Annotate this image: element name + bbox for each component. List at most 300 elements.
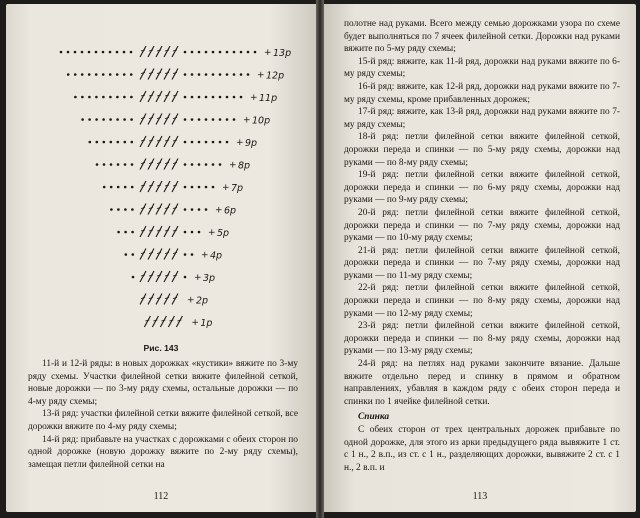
chain-dot: [191, 118, 194, 121]
chain-dot: [205, 73, 208, 76]
chain-dot: [198, 51, 201, 54]
stitch-bar: [173, 230, 177, 231]
stitch-mark: [148, 159, 154, 170]
stitch-bar: [157, 275, 161, 276]
stitch-bar: [149, 275, 153, 276]
stitch-bar: [157, 50, 161, 51]
stitch-bar: [173, 275, 177, 276]
paragraph: 15-й ряд: вяжите, как 11-й ряд, дорожки над руками вяжите по 6-му ряду схемы;: [344, 56, 620, 80]
chain-dot: [116, 118, 119, 121]
chain-dot: [205, 96, 208, 99]
stitch-mark: [140, 159, 146, 170]
stitch-bar: [173, 140, 177, 141]
stitch-bar: [165, 298, 169, 299]
stitch-bar: [157, 230, 161, 231]
chain-dot: [117, 141, 120, 144]
chain-dot: [117, 208, 120, 211]
chain-dot: [117, 186, 120, 189]
chain-dot: [191, 186, 194, 189]
stitch-mark: [140, 46, 146, 57]
chain-dot: [123, 73, 126, 76]
chain-dot: [102, 73, 105, 76]
chain-dot: [109, 118, 112, 121]
stitch-mark: [148, 226, 154, 237]
chain-dot: [130, 73, 133, 76]
stitch-bar: [141, 95, 145, 96]
stitch-bar: [149, 208, 153, 209]
stitch-mark: [148, 249, 154, 260]
paragraph: 11-й и 12-й ряды: в новых дорожках «кустики» вяжите по 3-му ряду схемы. Участки филейной сетки вяжите филейной сеткой, новые дорожки — по 3-му ряду схемы, остальные дорожки — по 4-му ряду схемы;: [28, 359, 298, 407]
chain-dot: [132, 253, 135, 256]
stitch-bar: [149, 163, 153, 164]
row-label: 12р: [266, 70, 285, 82]
stitch-mark: [148, 91, 154, 102]
row-label: 13р: [273, 48, 292, 59]
stitch-bar: [157, 185, 161, 186]
chain-dot: [123, 51, 126, 54]
row-plus: +: [208, 228, 216, 238]
stitch-bar: [165, 253, 169, 254]
chain-dot: [212, 118, 215, 121]
row-plus: +: [215, 205, 223, 216]
chain-dot: [226, 141, 229, 144]
chain-dot: [132, 276, 135, 279]
chain-dot: [205, 186, 208, 189]
stitch-mark: [172, 294, 178, 305]
stitch-mark: [148, 69, 154, 80]
row-plus: +: [187, 295, 195, 306]
chain-dot: [233, 96, 236, 99]
chain-dot: [124, 231, 127, 234]
chain-dot: [110, 208, 113, 211]
stitch-bar: [157, 163, 161, 164]
chain-dot: [124, 208, 127, 211]
chain-dot: [96, 163, 99, 166]
stitch-bar: [145, 320, 149, 321]
chain-dot: [124, 163, 127, 166]
chain-dot: [254, 51, 257, 54]
stitch-bar: [141, 185, 145, 186]
stitch-mark: [156, 271, 162, 282]
row-label: 9р: [245, 138, 258, 149]
chain-dot: [184, 96, 187, 99]
chain-dot: [247, 73, 250, 76]
paragraph: 16-й ряд: вяжите, как 12-й ряд, дорожки над руками вяжите по 7-му ряду схемы, кроме прибавленных дорожек;: [344, 81, 620, 105]
stitch-bar: [141, 298, 145, 299]
stitch-bar: [149, 230, 153, 231]
paragraph: С обеих сторон от трех центральных дорожек прибавьте по одной дорожке, для этого из арки предыдущего ряда вывяжите 1 ст. с 1 н., 2 в.п., из ст. с 1 н., разделяющих дорожки, вывяжите 2 ст. с 1 н., 2 в.п. и: [344, 425, 620, 473]
stitch-mark: [148, 46, 154, 57]
chain-dot: [191, 253, 194, 256]
chain-dot: [102, 96, 105, 99]
chain-dot: [184, 118, 187, 121]
chain-dot: [184, 163, 187, 166]
stitch-bar: [157, 253, 161, 254]
stitch-mark: [148, 271, 154, 282]
chain-dot: [205, 163, 208, 166]
chain-dot: [247, 51, 250, 54]
stitch-mark: [172, 159, 178, 170]
section-heading: Спинка: [358, 412, 390, 423]
row-plus: +: [257, 70, 265, 81]
chain-dot: [131, 141, 134, 144]
chain-dot: [67, 51, 70, 54]
stitch-bar: [165, 140, 169, 141]
chain-dot: [198, 186, 201, 189]
stitch-mark: [144, 316, 150, 327]
stitch-mark: [156, 294, 162, 305]
chain-dot: [184, 186, 187, 189]
chain-dot: [191, 96, 194, 99]
stitch-mark: [172, 204, 178, 215]
chain-dot: [103, 141, 106, 144]
chain-dot: [117, 231, 120, 234]
stitch-bar: [165, 73, 169, 74]
chain-dot: [198, 141, 201, 144]
chain-dot: [130, 118, 133, 121]
chain-dot: [233, 73, 236, 76]
row-plus: +: [229, 160, 237, 171]
stitch-bar: [157, 95, 161, 96]
chain-dot: [130, 96, 133, 99]
chain-dot: [226, 51, 229, 54]
stitch-mark: [148, 114, 154, 125]
stitch-mark: [156, 204, 162, 215]
chain-dot: [226, 118, 229, 121]
stitch-bar: [149, 298, 153, 299]
stitch-mark: [156, 46, 162, 57]
chain-dot: [95, 73, 98, 76]
chain-dot: [74, 51, 77, 54]
stitch-mark: [164, 46, 170, 57]
chain-dot: [103, 186, 106, 189]
chain-dot: [123, 96, 126, 99]
row-plus: +: [264, 48, 272, 58]
chain-dot: [131, 231, 134, 234]
stitch-bar: [141, 275, 145, 276]
chain-dot: [88, 118, 91, 121]
stitch-mark: [172, 114, 178, 125]
stitch-mark: [140, 271, 146, 282]
chain-dot: [123, 118, 126, 121]
row-label: 7р: [231, 183, 244, 194]
paragraph: полотне над руками. Всего между семью дорожками узора по схеме будет выполняться по 7 ячеек филейной сетки. Дорожки над руками вяжите по 5-му ряду схемы;: [344, 19, 620, 55]
chain-dot: [191, 231, 194, 234]
chain-dot: [219, 141, 222, 144]
stitch-mark: [164, 159, 170, 170]
stitch-mark: [164, 114, 170, 125]
stitch-mark: [172, 271, 178, 282]
chain-dot: [81, 73, 84, 76]
stitch-bar: [173, 208, 177, 209]
stitch-bar: [161, 320, 165, 321]
row-label: 4р: [210, 250, 223, 262]
stitch-mark: [172, 69, 178, 80]
chain-dot: [184, 73, 187, 76]
chain-dot: [198, 208, 201, 211]
stitch-mark: [172, 249, 178, 260]
chain-dot: [81, 96, 84, 99]
stitch-mark: [156, 249, 162, 260]
left-page: [6, 4, 316, 512]
stitch-bar: [141, 140, 145, 141]
right-body-text: [344, 18, 620, 474]
stitch-bar: [165, 185, 169, 186]
stitch-bar: [141, 118, 145, 119]
chain-dot: [184, 141, 187, 144]
stitch-mark: [140, 294, 146, 305]
row-plus: +: [243, 115, 251, 126]
chain-dot: [212, 163, 215, 166]
row-plus: +: [236, 138, 244, 148]
stitch-mark: [164, 69, 170, 80]
stitch-bar: [157, 298, 161, 299]
stitch-bar: [149, 253, 153, 254]
row-plus: +: [194, 273, 202, 283]
chain-dot: [226, 73, 229, 76]
stitch-mark: [164, 91, 170, 102]
chain-dot: [184, 51, 187, 54]
row-label: 8р: [238, 160, 251, 172]
chain-dot: [191, 163, 194, 166]
chain-dot: [95, 118, 98, 121]
book-gutter: [316, 0, 324, 518]
paragraph: 13-й ряд: участки филейной сетки вяжите филейной сеткой, все дорожки вяжите по 4-му ряду схемы;: [28, 409, 298, 432]
stitch-bar: [165, 50, 169, 51]
stitch-bar: [165, 208, 169, 209]
stitch-mark: [156, 181, 162, 192]
stitch-mark: [172, 46, 178, 57]
row-plus: +: [201, 250, 209, 261]
stitch-mark: [160, 316, 166, 327]
row-plus: +: [191, 318, 199, 328]
stitch-bar: [149, 95, 153, 96]
stitch-mark: [148, 136, 154, 147]
chain-dot: [205, 51, 208, 54]
stitch-mark: [156, 114, 162, 125]
page-number: 113: [472, 491, 488, 502]
stitch-bar: [165, 95, 169, 96]
stitch-bar: [157, 208, 161, 209]
chain-dot: [110, 186, 113, 189]
chain-dot: [81, 118, 84, 121]
chain-dot: [212, 186, 215, 189]
chain-dot: [88, 96, 91, 99]
stitch-mark: [148, 204, 154, 215]
row-label: 6р: [224, 205, 237, 217]
chain-dot: [191, 208, 194, 211]
paragraph: 20-й ряд: петли филейной сетки вяжите филейной сеткой, дорожки переда и спинки — по 7-му ряду схемы, дорожки над руками — по 10-му ряду схемы;: [344, 207, 620, 244]
chain-dot: [102, 51, 105, 54]
stitch-mark: [164, 181, 170, 192]
stitch-bar: [173, 298, 177, 299]
chain-dot: [88, 73, 91, 76]
chain-dot: [240, 73, 243, 76]
chain-dot: [233, 118, 236, 121]
paragraph: 18-й ряд: петли филейной сетки вяжите филейной сеткой, дорожки переда и спинки — по 5-му ряду схемы, дорожки над руками — по 8-му ряду схемы;: [344, 132, 620, 168]
chain-dot: [95, 51, 98, 54]
chain-dot: [212, 141, 215, 144]
chain-dot: [212, 73, 215, 76]
chain-dot: [198, 73, 201, 76]
stitch-mark: [172, 226, 178, 237]
stitch-mark: [156, 159, 162, 170]
crochet-diagram: [56, 38, 292, 338]
stitch-bar: [165, 230, 169, 231]
stitch-bar: [149, 118, 153, 119]
stitch-bar: [157, 118, 161, 119]
chain-dot: [219, 51, 222, 54]
stitch-mark: [156, 226, 162, 237]
chain-dot: [124, 186, 127, 189]
chain-dot: [125, 253, 128, 256]
row-label: 10р: [252, 115, 271, 127]
chain-dot: [117, 163, 120, 166]
stitch-mark: [140, 204, 146, 215]
chain-dot: [74, 96, 77, 99]
stitch-bar: [173, 185, 177, 186]
stitch-bar: [169, 320, 173, 321]
stitch-bar: [173, 95, 177, 96]
chain-dot: [191, 141, 194, 144]
chain-dot: [116, 73, 119, 76]
stitch-mark: [140, 136, 146, 147]
stitch-bar: [173, 73, 177, 74]
paragraph: 14-й ряд: прибавьте на участках с дорожками с обеих сторон по одной дорожке (новую дорожку вяжите по 2-му ряду схемы), замещая петли филейной сетки на: [28, 434, 298, 470]
left-body-text: [28, 358, 298, 471]
chain-dot: [198, 118, 201, 121]
stitch-bar: [173, 253, 177, 254]
row-plus: +: [222, 183, 230, 193]
stitch-bar: [157, 73, 161, 74]
stitch-mark: [164, 294, 170, 305]
stitch-mark: [168, 316, 174, 327]
chain-dot: [131, 163, 134, 166]
stitch-mark: [156, 69, 162, 80]
paragraph: 23-й ряд: петли филейной сетки вяжите филейной сеткой, дорожки переда и спинки — по 8-му ряду схемы, дорожки над руками — по 13-му ряду схемы;: [344, 321, 620, 357]
stitch-mark: [172, 181, 178, 192]
chain-dot: [191, 51, 194, 54]
page-number: 112: [153, 491, 169, 502]
row-label: 2р: [196, 295, 209, 307]
row-label: 1р: [200, 318, 213, 329]
chain-dot: [116, 51, 119, 54]
chain-dot: [219, 118, 222, 121]
stitch-mark: [140, 249, 146, 260]
stitch-bar: [141, 230, 145, 231]
stitch-mark: [156, 91, 162, 102]
chain-dot: [233, 51, 236, 54]
stitch-bar: [141, 73, 145, 74]
paragraph: 22-й ряд: петли филейной сетки вяжите филейной сеткой, дорожки переда и спинки — по 8-му ряду схемы, дорожки над руками — по 12-му ряду схемы;: [344, 283, 620, 319]
chain-dot: [205, 118, 208, 121]
chain-dot: [198, 231, 201, 234]
stitch-bar: [165, 275, 169, 276]
chain-dot: [240, 51, 243, 54]
chain-dot: [130, 51, 133, 54]
paragraph: 21-й ряд: петли филейной сетки вяжите филейной сеткой, дорожки переда и спинки — по 7-му ряду схемы, дорожки над руками — по 11-му ряду схемы;: [344, 245, 620, 281]
chain-dot: [205, 208, 208, 211]
chain-dot: [226, 96, 229, 99]
stitch-mark: [152, 316, 158, 327]
stitch-mark: [176, 316, 182, 327]
chain-dot: [110, 163, 113, 166]
chain-dot: [184, 276, 187, 279]
stitch-mark: [164, 136, 170, 147]
stitch-bar: [153, 320, 157, 321]
stitch-bar: [141, 50, 145, 51]
stitch-mark: [140, 91, 146, 102]
stitch-bar: [173, 50, 177, 51]
chain-dot: [131, 208, 134, 211]
chain-dot: [95, 96, 98, 99]
chain-dot: [96, 141, 99, 144]
chain-dot: [205, 141, 208, 144]
chain-dot: [109, 96, 112, 99]
chain-dot: [116, 96, 119, 99]
stitch-bar: [177, 320, 181, 321]
stitch-mark: [156, 136, 162, 147]
chain-dot: [131, 186, 134, 189]
chain-dot: [89, 141, 92, 144]
paragraph: 24-й ряд: на петлях над руками закончите вязание. Дальше вяжите отдельно перед и спинку в прямом и обратном направлениях, убавляя в каждом ряду с обеих сторон переда и спинки по 1 ячейке филейной сетки.: [344, 359, 620, 407]
chain-dot: [60, 51, 63, 54]
stitch-mark: [140, 114, 146, 125]
chain-dot: [103, 163, 106, 166]
chain-dot: [184, 253, 187, 256]
stitch-mark: [172, 91, 178, 102]
stitch-bar: [149, 73, 153, 74]
chain-dot: [219, 73, 222, 76]
figure-caption: Рис. 143: [143, 343, 179, 353]
stitch-bar: [173, 118, 177, 119]
stitch-bar: [141, 163, 145, 164]
stitch-mark: [148, 294, 154, 305]
stitch-bar: [149, 140, 153, 141]
stitch-mark: [164, 204, 170, 215]
stitch-bar: [141, 208, 145, 209]
chain-dot: [74, 73, 77, 76]
stitch-mark: [164, 271, 170, 282]
stitch-mark: [164, 249, 170, 260]
chain-dot: [124, 141, 127, 144]
paragraph: 17-й ряд: вяжите, как 13-й ряд, дорожки над руками вяжите по 7-му ряду схемы;: [344, 107, 620, 130]
row-plus: +: [250, 93, 258, 103]
chain-dot: [109, 73, 112, 76]
chain-dot: [109, 51, 112, 54]
chain-dot: [219, 163, 222, 166]
chain-dot: [88, 51, 91, 54]
stitch-mark: [164, 226, 170, 237]
stitch-mark: [172, 136, 178, 147]
chain-dot: [81, 51, 84, 54]
stitch-bar: [149, 185, 153, 186]
chain-dot: [102, 118, 105, 121]
chain-dot: [110, 141, 113, 144]
stitch-bar: [165, 118, 169, 119]
chain-dot: [198, 96, 201, 99]
chain-dot: [67, 73, 70, 76]
chain-dot: [191, 73, 194, 76]
chain-dot: [212, 96, 215, 99]
chain-dot: [184, 231, 187, 234]
chain-dot: [184, 208, 187, 211]
stitch-bar: [165, 163, 169, 164]
stitch-bar: [149, 50, 153, 51]
right-page: [324, 4, 636, 512]
chain-dot: [219, 96, 222, 99]
chain-dot: [212, 51, 215, 54]
